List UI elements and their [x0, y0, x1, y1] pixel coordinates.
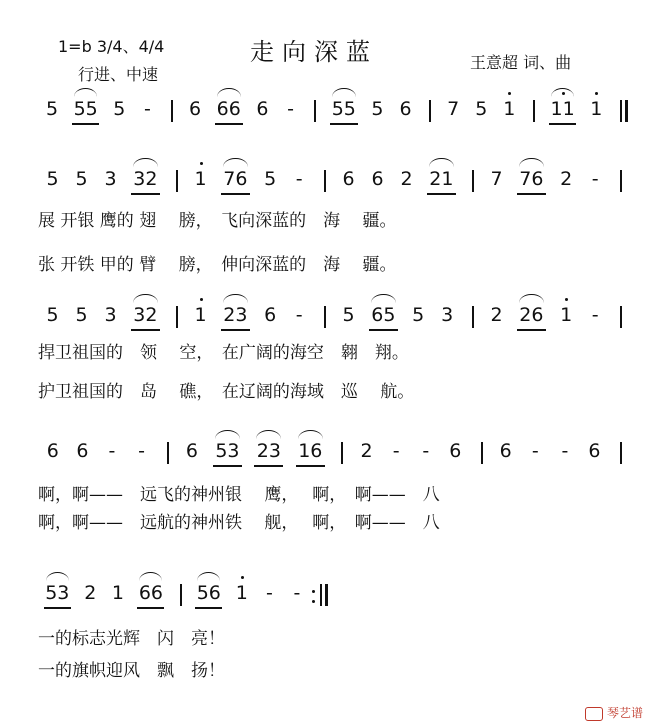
slur-mark [429, 158, 453, 167]
note: 3 [441, 304, 454, 326]
slur-mark [215, 430, 240, 439]
note: 6 [588, 440, 601, 462]
sustain-dash: - [392, 440, 400, 462]
beam-underline [517, 329, 545, 331]
note: 11 [550, 98, 575, 120]
beam-underline [369, 329, 397, 331]
bar-line [314, 100, 316, 122]
note: 1 [235, 582, 248, 604]
notation-row-2 [0, 168, 651, 200]
note: 53 [45, 582, 70, 604]
note: 32 [133, 168, 158, 190]
note: 76 [519, 168, 544, 190]
beam-underline [137, 607, 164, 609]
beam-underline [131, 329, 159, 331]
note: 5 [475, 98, 488, 120]
note: 6 [46, 440, 59, 462]
beam-underline [517, 193, 545, 195]
notation-row-4 [0, 440, 651, 472]
bar-line [180, 584, 182, 606]
watermark-logo [585, 704, 643, 721]
note: 2 [560, 168, 573, 190]
beam-underline [221, 329, 249, 331]
final-bar-line [625, 100, 628, 122]
slur-mark [298, 430, 323, 439]
sustain-dash: - [287, 98, 294, 120]
slur-mark [551, 88, 575, 97]
note: 6 [399, 98, 412, 120]
note: 5 [371, 98, 384, 120]
note: 5 [45, 98, 59, 120]
sustain-dash: - [293, 582, 301, 604]
note: 6 [449, 440, 462, 462]
final-bar-line [325, 584, 328, 606]
note: 2 [84, 582, 97, 604]
bar-line [176, 306, 178, 328]
bar-line [481, 442, 483, 464]
bar-line [472, 306, 474, 328]
note: 5 [342, 304, 355, 326]
octave-dot [200, 162, 203, 165]
octave-dot [595, 92, 598, 95]
slur-mark [133, 158, 157, 167]
beam-underline [221, 193, 249, 195]
note: 3 [104, 168, 117, 190]
beam-underline [549, 123, 576, 125]
sustain-dash: - [295, 168, 303, 190]
bar-line [176, 170, 178, 192]
credits: 王意超 词、曲 [470, 53, 572, 72]
lyric-line: 捍卫祖国的 领 空， 在广阔的海空 翱 翔。 [38, 343, 409, 363]
octave-dot [200, 298, 203, 301]
note: 66 [216, 98, 241, 120]
note: 2 [360, 440, 373, 462]
note: 32 [133, 304, 158, 326]
repeat-dot [312, 600, 315, 603]
note: 6 [342, 168, 355, 190]
bar-line [620, 170, 622, 192]
bar-line [620, 442, 622, 464]
repeat-dot [312, 590, 315, 593]
note: 5 [46, 168, 59, 190]
sustain-dash: - [591, 304, 599, 326]
note: 53 [215, 440, 240, 462]
logo-icon [585, 707, 603, 721]
beam-underline [296, 465, 325, 467]
note: 2 [490, 304, 503, 326]
bar-line [341, 442, 343, 464]
slur-mark [217, 88, 241, 97]
lyric-line: 张 开铁 甲的 臂 膀， 伸向深蓝的 海 疆。 [38, 255, 397, 275]
note: 26 [519, 304, 544, 326]
slur-mark [46, 572, 69, 581]
bar-line [171, 100, 173, 122]
sustain-dash: - [138, 440, 146, 462]
slur-mark [197, 572, 220, 581]
note: 66 [138, 582, 164, 604]
bar-line [533, 100, 535, 122]
beam-underline [44, 607, 71, 609]
note: 21 [429, 168, 454, 190]
note: 56 [196, 582, 221, 604]
note: 23 [223, 304, 248, 326]
note: 65 [371, 304, 396, 326]
sustain-dash: - [265, 582, 273, 604]
note: 6 [189, 98, 202, 120]
note: 1 [560, 304, 573, 326]
notation-row-5 [0, 582, 651, 614]
sustain-dash: - [295, 304, 303, 326]
beam-underline [330, 123, 357, 125]
slur-mark [519, 294, 543, 303]
octave-dot [508, 92, 511, 95]
note: 5 [75, 304, 88, 326]
beam-underline [72, 123, 99, 125]
note: 6 [185, 440, 198, 462]
lyric-line: 一的旗帜迎风 飘 扬！ [38, 661, 225, 681]
slur-mark [519, 158, 543, 167]
lyric-line: 啊，啊—— 远航的神州铁 舰， 啊， 啊—— 八 [38, 513, 440, 533]
bar-line [320, 584, 322, 606]
beam-underline [215, 123, 242, 125]
slur-mark [256, 430, 281, 439]
slur-mark [223, 294, 247, 303]
note: 1 [111, 582, 124, 604]
slur-mark [139, 572, 162, 581]
sustain-dash: - [108, 440, 116, 462]
note: 16 [298, 440, 323, 462]
slur-mark [223, 158, 247, 167]
note: 55 [331, 98, 356, 120]
note: 5 [264, 168, 277, 190]
octave-dot [241, 576, 244, 579]
note: 3 [104, 304, 117, 326]
sustain-dash: - [143, 98, 151, 120]
note: 23 [256, 440, 281, 462]
note: 6 [371, 168, 384, 190]
song-title: 走向深蓝 [250, 38, 378, 66]
slur-mark [332, 88, 356, 97]
note: 6 [256, 98, 269, 120]
key-time-signature: 1=b 3/4、4/4 [58, 37, 165, 56]
lyric-line: 啊，啊—— 远飞的神州银 鹰， 啊， 啊—— 八 [38, 485, 440, 505]
bar-line [324, 306, 326, 328]
note: 1 [590, 98, 603, 120]
note: 5 [113, 98, 126, 120]
lyric-line: 一的标志光辉 闪 亮！ [38, 629, 225, 649]
sustain-dash: - [561, 440, 569, 462]
note: 6 [264, 304, 277, 326]
beam-underline [195, 607, 222, 609]
sustain-dash: - [591, 168, 599, 190]
note: 76 [223, 168, 248, 190]
bar-line [620, 100, 622, 122]
note: 5 [75, 168, 88, 190]
note: 5 [46, 304, 59, 326]
beam-underline [213, 465, 242, 467]
slur-mark [74, 88, 98, 97]
note: 2 [400, 168, 413, 190]
slur-mark [133, 294, 157, 303]
sustain-dash: - [422, 440, 430, 462]
note: 1 [503, 98, 516, 120]
beam-underline [131, 193, 159, 195]
lyric-line: 护卫祖国的 岛 礁， 在辽阔的海域 巡 航。 [38, 382, 415, 402]
beam-underline [254, 465, 283, 467]
bar-line [620, 306, 622, 328]
notation-row-1 [0, 98, 651, 130]
beam-underline [427, 193, 455, 195]
note: 6 [76, 440, 89, 462]
sustain-dash: - [531, 440, 539, 462]
bar-line [167, 442, 169, 464]
watermark-text: 琴艺谱 [606, 706, 643, 720]
slur-mark [371, 294, 395, 303]
note: 7 [447, 98, 460, 120]
note: 1 [194, 304, 207, 326]
tempo-marking: 行进、中速 [78, 65, 159, 84]
bar-line [472, 170, 474, 192]
lyric-line: 展 开银 鹰的 翅 膀， 飞向深蓝的 海 疆。 [38, 211, 397, 231]
bar-line [429, 100, 431, 122]
note: 7 [490, 168, 503, 190]
octave-dot [565, 298, 568, 301]
bar-line [324, 170, 326, 192]
note: 55 [73, 98, 98, 120]
note: 5 [412, 304, 425, 326]
note: 6 [499, 440, 512, 462]
notation-row-3 [0, 304, 651, 336]
note: 1 [194, 168, 207, 190]
